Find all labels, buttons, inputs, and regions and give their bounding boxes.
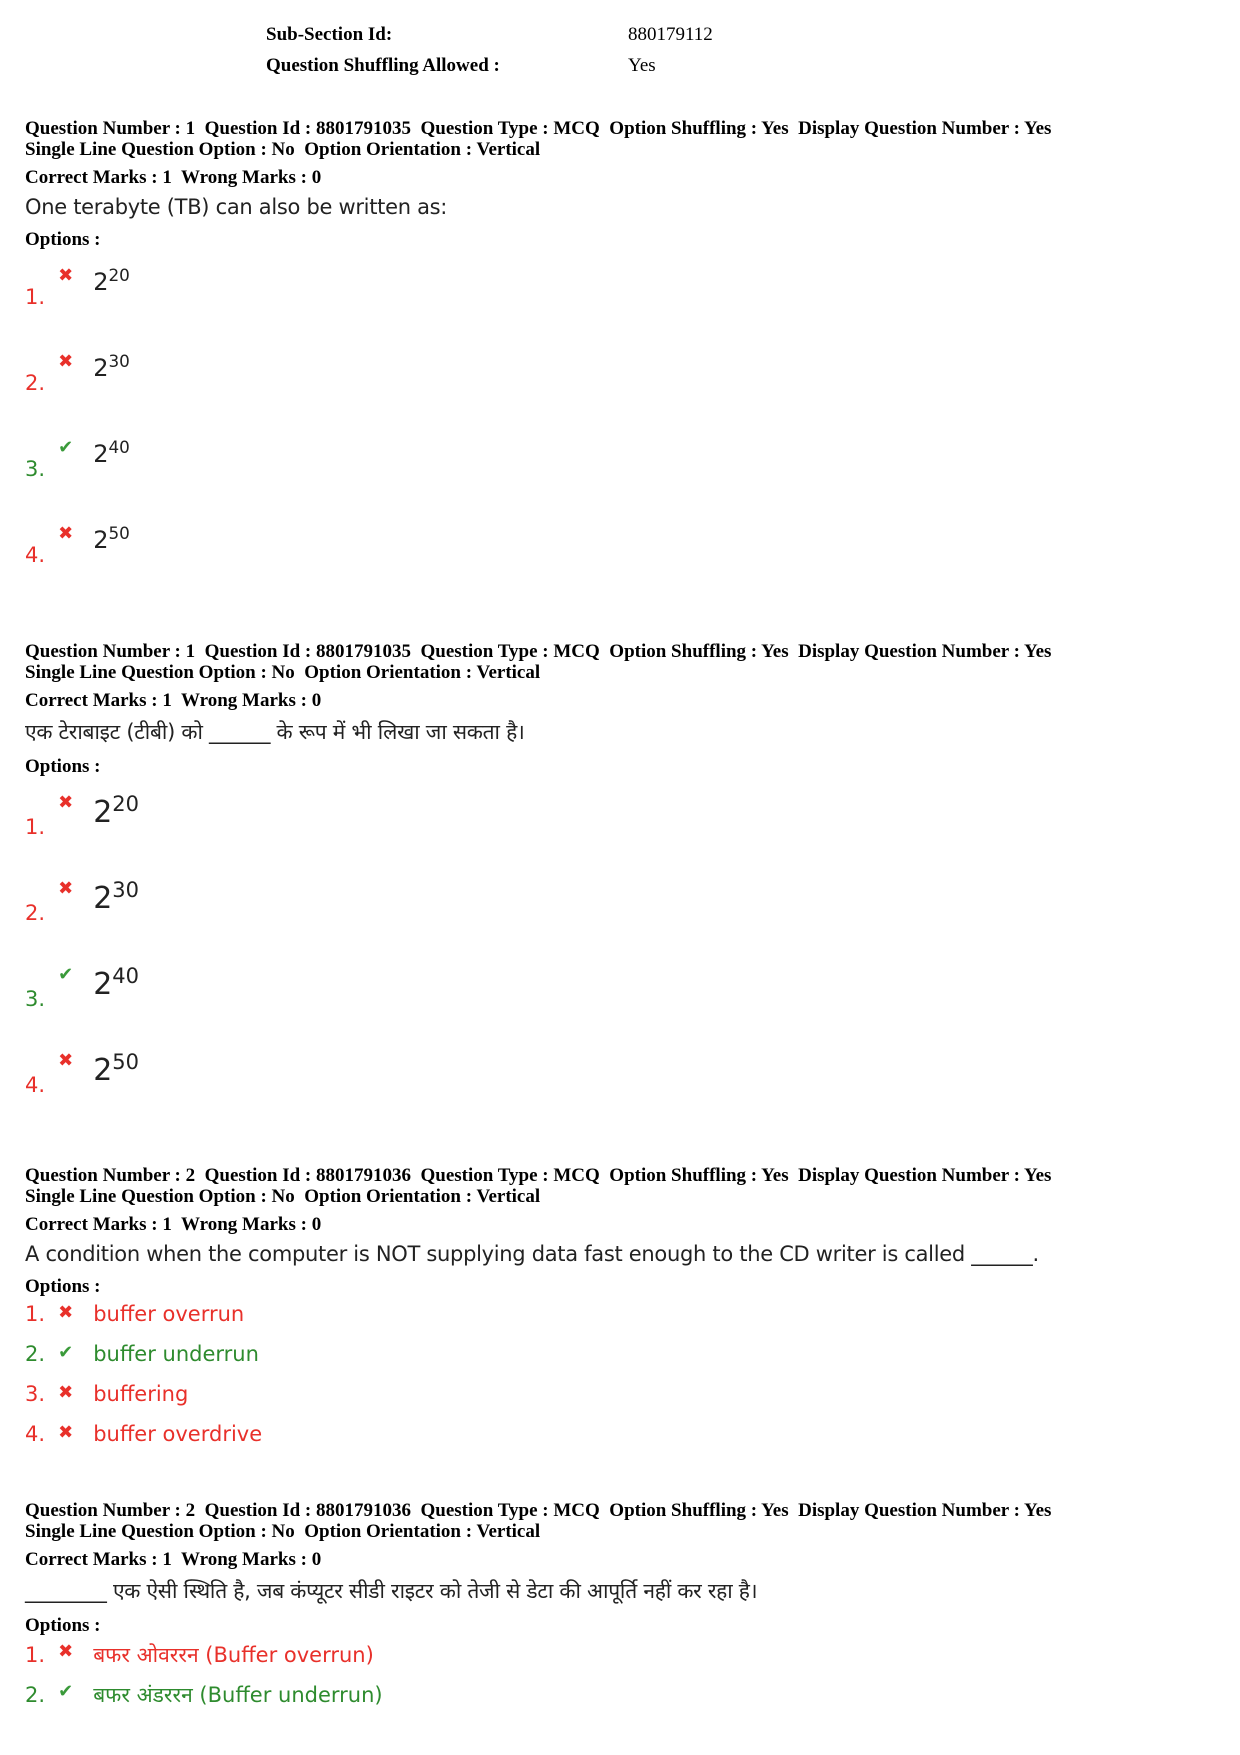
question-meta-line: Question Number : 1 Question Id : 8801791035 Question Type : MCQ Option Shuffling : Yes Display Question Number : Yes	[25, 641, 1052, 662]
option-2	[25, 351, 1215, 437]
option-2	[25, 1342, 1215, 1382]
question-meta-line: Question Number : 2 Question Id : 8801791036 Question Type : MCQ Option Shuffling : Yes Display Question Number : Yes	[25, 1500, 1052, 1521]
option-2	[25, 1681, 1215, 1721]
option-number: 3.	[25, 1382, 46, 1406]
question-shuffling-label: Question Shuffling Allowed :	[266, 55, 500, 76]
question-meta-line: Single Line Question Option : No Option Orientation : Vertical	[25, 662, 541, 683]
question-text: ________ एक ऐसी स्थिति है, जब कंप्यूटर सीडी राइटर को तेजी से डेटा की आपूर्ति नहीं कर रहा है।	[25, 1579, 758, 1603]
option-4	[25, 1050, 1215, 1136]
question-meta-line: Question Number : 2 Question Id : 8801791036 Question Type : MCQ Option Shuffling : Yes Display Question Number : Yes	[25, 1165, 1052, 1186]
option-text: buffering	[93, 1382, 189, 1406]
question-block-4	[25, 1500, 1215, 1721]
option-value: $2^{40}$	[93, 437, 130, 468]
option-4	[25, 523, 1215, 609]
option-number: 3.	[25, 457, 46, 481]
option-text: buffer overrun	[93, 1302, 245, 1326]
question-meta-line: Question Number : 1 Question Id : 8801791035 Question Type : MCQ Option Shuffling : Yes Display Question Number : Yes	[25, 118, 1052, 139]
option-number: 2.	[25, 1342, 46, 1366]
option-1	[25, 1641, 1215, 1681]
question-shuffling-row	[266, 55, 866, 86]
question-marks: Correct Marks : 1 Wrong Marks : 0	[25, 1549, 322, 1570]
option-number: 1.	[25, 285, 46, 309]
option-number: 1.	[25, 1302, 46, 1326]
cross-icon: ✖	[58, 523, 74, 544]
question-marks: Correct Marks : 1 Wrong Marks : 0	[25, 1214, 322, 1235]
option-text: बफर ओवररन (Buffer overrun)	[93, 1643, 374, 1667]
option-value: $2^{20}$	[93, 792, 140, 830]
question-block-2	[25, 641, 1215, 1136]
question-text: One terabyte (TB) can also be written as:	[25, 195, 448, 219]
option-3	[25, 964, 1215, 1050]
cross-icon: ✖	[58, 265, 74, 286]
subsection-id-label: Sub-Section Id:	[266, 24, 393, 45]
option-1	[25, 1302, 1215, 1342]
question-meta-line: Single Line Question Option : No Option Orientation : Vertical	[25, 1186, 541, 1207]
cross-icon: ✖	[58, 351, 74, 372]
cross-icon: ✖	[58, 1641, 74, 1662]
check-icon: ✔	[58, 437, 74, 458]
question-block-3	[25, 1165, 1215, 1462]
option-3	[25, 437, 1215, 523]
option-text: buffer overdrive	[93, 1422, 263, 1446]
option-number: 3.	[25, 987, 46, 1011]
option-number: 1.	[25, 815, 46, 839]
option-value: $2^{20}$	[93, 265, 130, 296]
cross-icon: ✖	[58, 1302, 74, 1323]
option-number: 2.	[25, 901, 46, 925]
options-label: Options :	[25, 1276, 101, 1297]
question-meta-line: Single Line Question Option : No Option Orientation : Vertical	[25, 1521, 541, 1542]
cross-icon: ✖	[58, 792, 74, 813]
subsection-id-value: 880179112	[628, 24, 713, 45]
check-icon: ✔	[58, 964, 74, 985]
cross-icon: ✖	[58, 1382, 74, 1403]
cross-icon: ✖	[58, 1050, 74, 1071]
check-icon: ✔	[58, 1681, 74, 1702]
option-1	[25, 792, 1215, 878]
subsection-info	[266, 24, 866, 86]
question-marks: Correct Marks : 1 Wrong Marks : 0	[25, 690, 322, 711]
question-block-1	[25, 118, 1215, 609]
question-shuffling-value: Yes	[628, 55, 656, 76]
option-number: 4.	[25, 1073, 46, 1097]
option-number: 4.	[25, 1422, 46, 1446]
question-text: एक टेराबाइट (टीबी) को ______ के रूप में भी लिखा जा सकता है।	[25, 720, 525, 744]
options-label: Options :	[25, 1615, 101, 1636]
question-meta-line: Single Line Question Option : No Option Orientation : Vertical	[25, 139, 541, 160]
option-4	[25, 1422, 1215, 1462]
option-value: $2^{50}$	[93, 1050, 140, 1088]
options-label: Options :	[25, 756, 101, 777]
subsection-id-row	[266, 24, 866, 55]
option-number: 1.	[25, 1643, 46, 1667]
question-text: A condition when the computer is NOT supplying data fast enough to the CD writer is called ______.	[25, 1242, 1039, 1266]
option-value: $2^{30}$	[93, 351, 130, 382]
option-text: बफर अंडररन (Buffer underrun)	[93, 1683, 383, 1707]
cross-icon: ✖	[58, 878, 74, 899]
option-number: 4.	[25, 543, 46, 567]
option-1	[25, 265, 1215, 351]
option-number: 2.	[25, 371, 46, 395]
question-marks: Correct Marks : 1 Wrong Marks : 0	[25, 167, 322, 188]
option-value: $2^{30}$	[93, 878, 140, 916]
option-3	[25, 1382, 1215, 1422]
option-text: buffer underrun	[93, 1342, 259, 1366]
check-icon: ✔	[58, 1342, 74, 1363]
option-2	[25, 878, 1215, 964]
option-number: 2.	[25, 1683, 46, 1707]
cross-icon: ✖	[58, 1422, 74, 1443]
option-value: $2^{40}$	[93, 964, 140, 1002]
options-label: Options :	[25, 229, 101, 250]
option-value: $2^{50}$	[93, 523, 130, 554]
